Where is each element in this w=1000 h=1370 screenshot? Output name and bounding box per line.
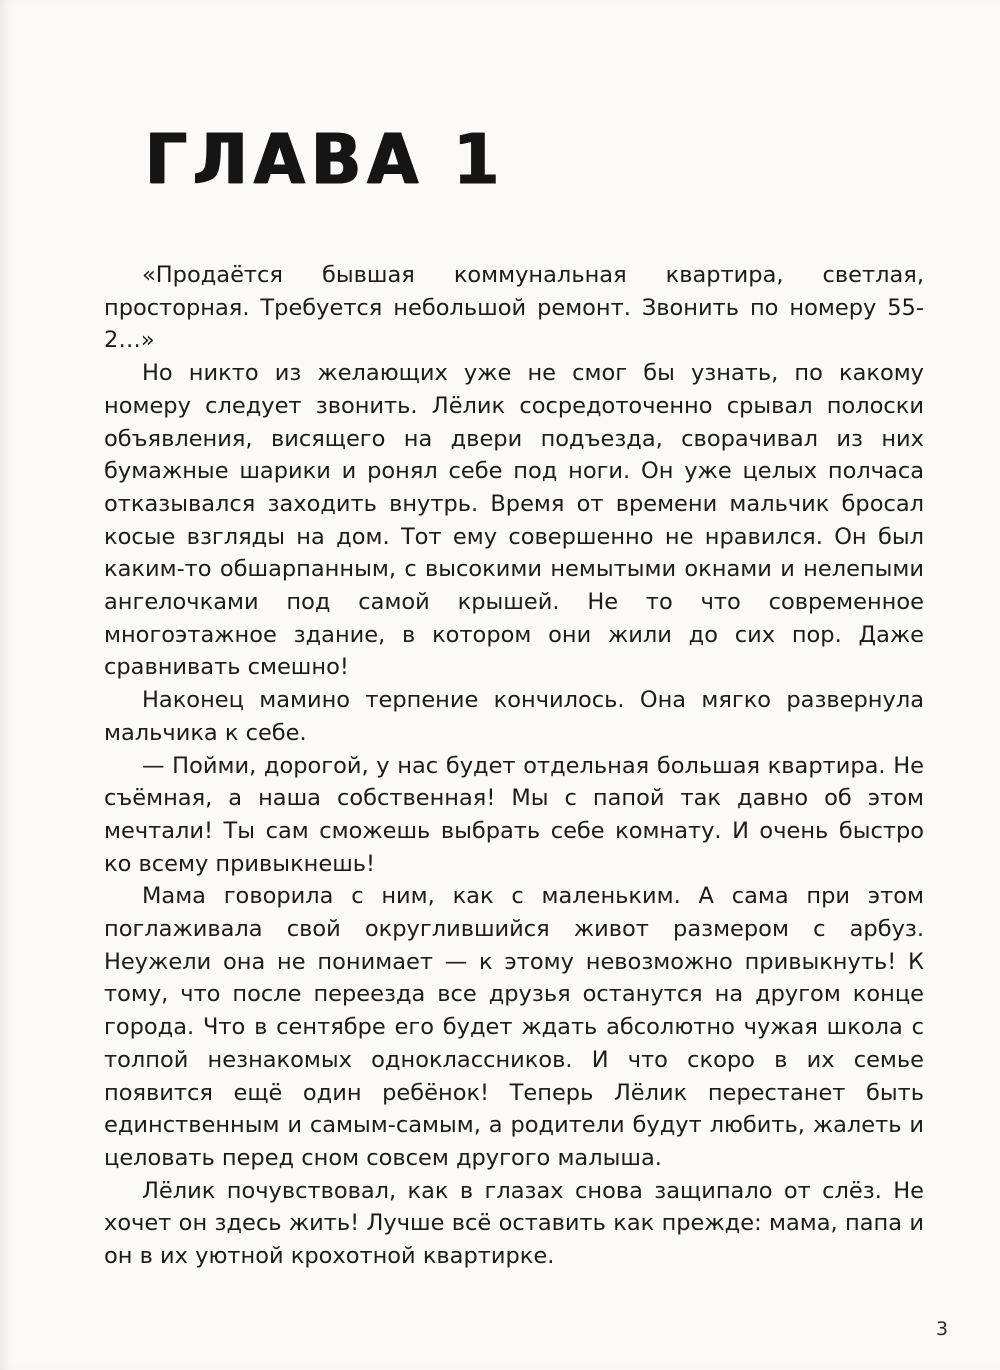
- chapter-title: ГЛАВА 1: [145, 119, 506, 201]
- paragraph: Лёлик почувствовал, как в глазах снова защипало от слёз. Не хочет он здесь жить! Лучше всё оставить как прежде: мама, папа и он в их уютной крохотной квартирке.: [104, 1177, 924, 1270]
- paragraph: Наконец мамино терпение кончилось. Она мягко развернула мальчика к себе.: [104, 687, 924, 746]
- chapter-text: [104, 259, 924, 1273]
- paragraph: Мама говорила с ним, как с маленьким. А сама при этом поглаживала свой округлившийся живот размером с арбуз. Неужели она не понимает — к этому невозможно привыкнуть! К тому, что после переезда все друзья останутся на другом конце города. Что в сентябре его будет ждать абсолютно чужая школа с толпой незнакомых одноклассников. И что скоро в их семье появится ещё один ребёнок! Теперь Лёлик перестанет быть единственным и самым-самым, а родители будут любить, жалеть и целовать перед сном совсем другого малыша.: [104, 883, 924, 1171]
- paragraph: «Продаётся бывшая коммунальная квартира, светлая, просторная. Требуется небольшой ремонт. Звонить по номеру 55-2…»: [104, 262, 924, 354]
- paragraph: — Пойми, дорогой, у нас будет отдельная большая квартира. Не съёмная, а наша собственная! Мы с папой так давно об этом мечтали! Ты сам сможешь выбрать себе комнату. И очень быстро ко всему привыкнешь!: [104, 752, 924, 877]
- paragraph: Но никто из желающих уже не смог бы узнать, по какому номеру следует звонить. Лёлик сосредоточенно срывал полоски объявления, висящего на двери подъезда, сворачивал из них бумажные шарики и ронял себе под ноги. Он уже целых полчаса отказывался заходить внутрь. Время от времени мальчик бросал косые взгляды на дом. Тот ему совершенно не нравился. Он был каким-то обшарпанным, с высокими немытыми окнами и нелепыми ангелочками под самой крышей. Не то что современное многоэтажное здание, в котором они жили до сих пор. Даже сравнивать смешно!: [104, 360, 924, 681]
- page-number: 3: [936, 1318, 949, 1340]
